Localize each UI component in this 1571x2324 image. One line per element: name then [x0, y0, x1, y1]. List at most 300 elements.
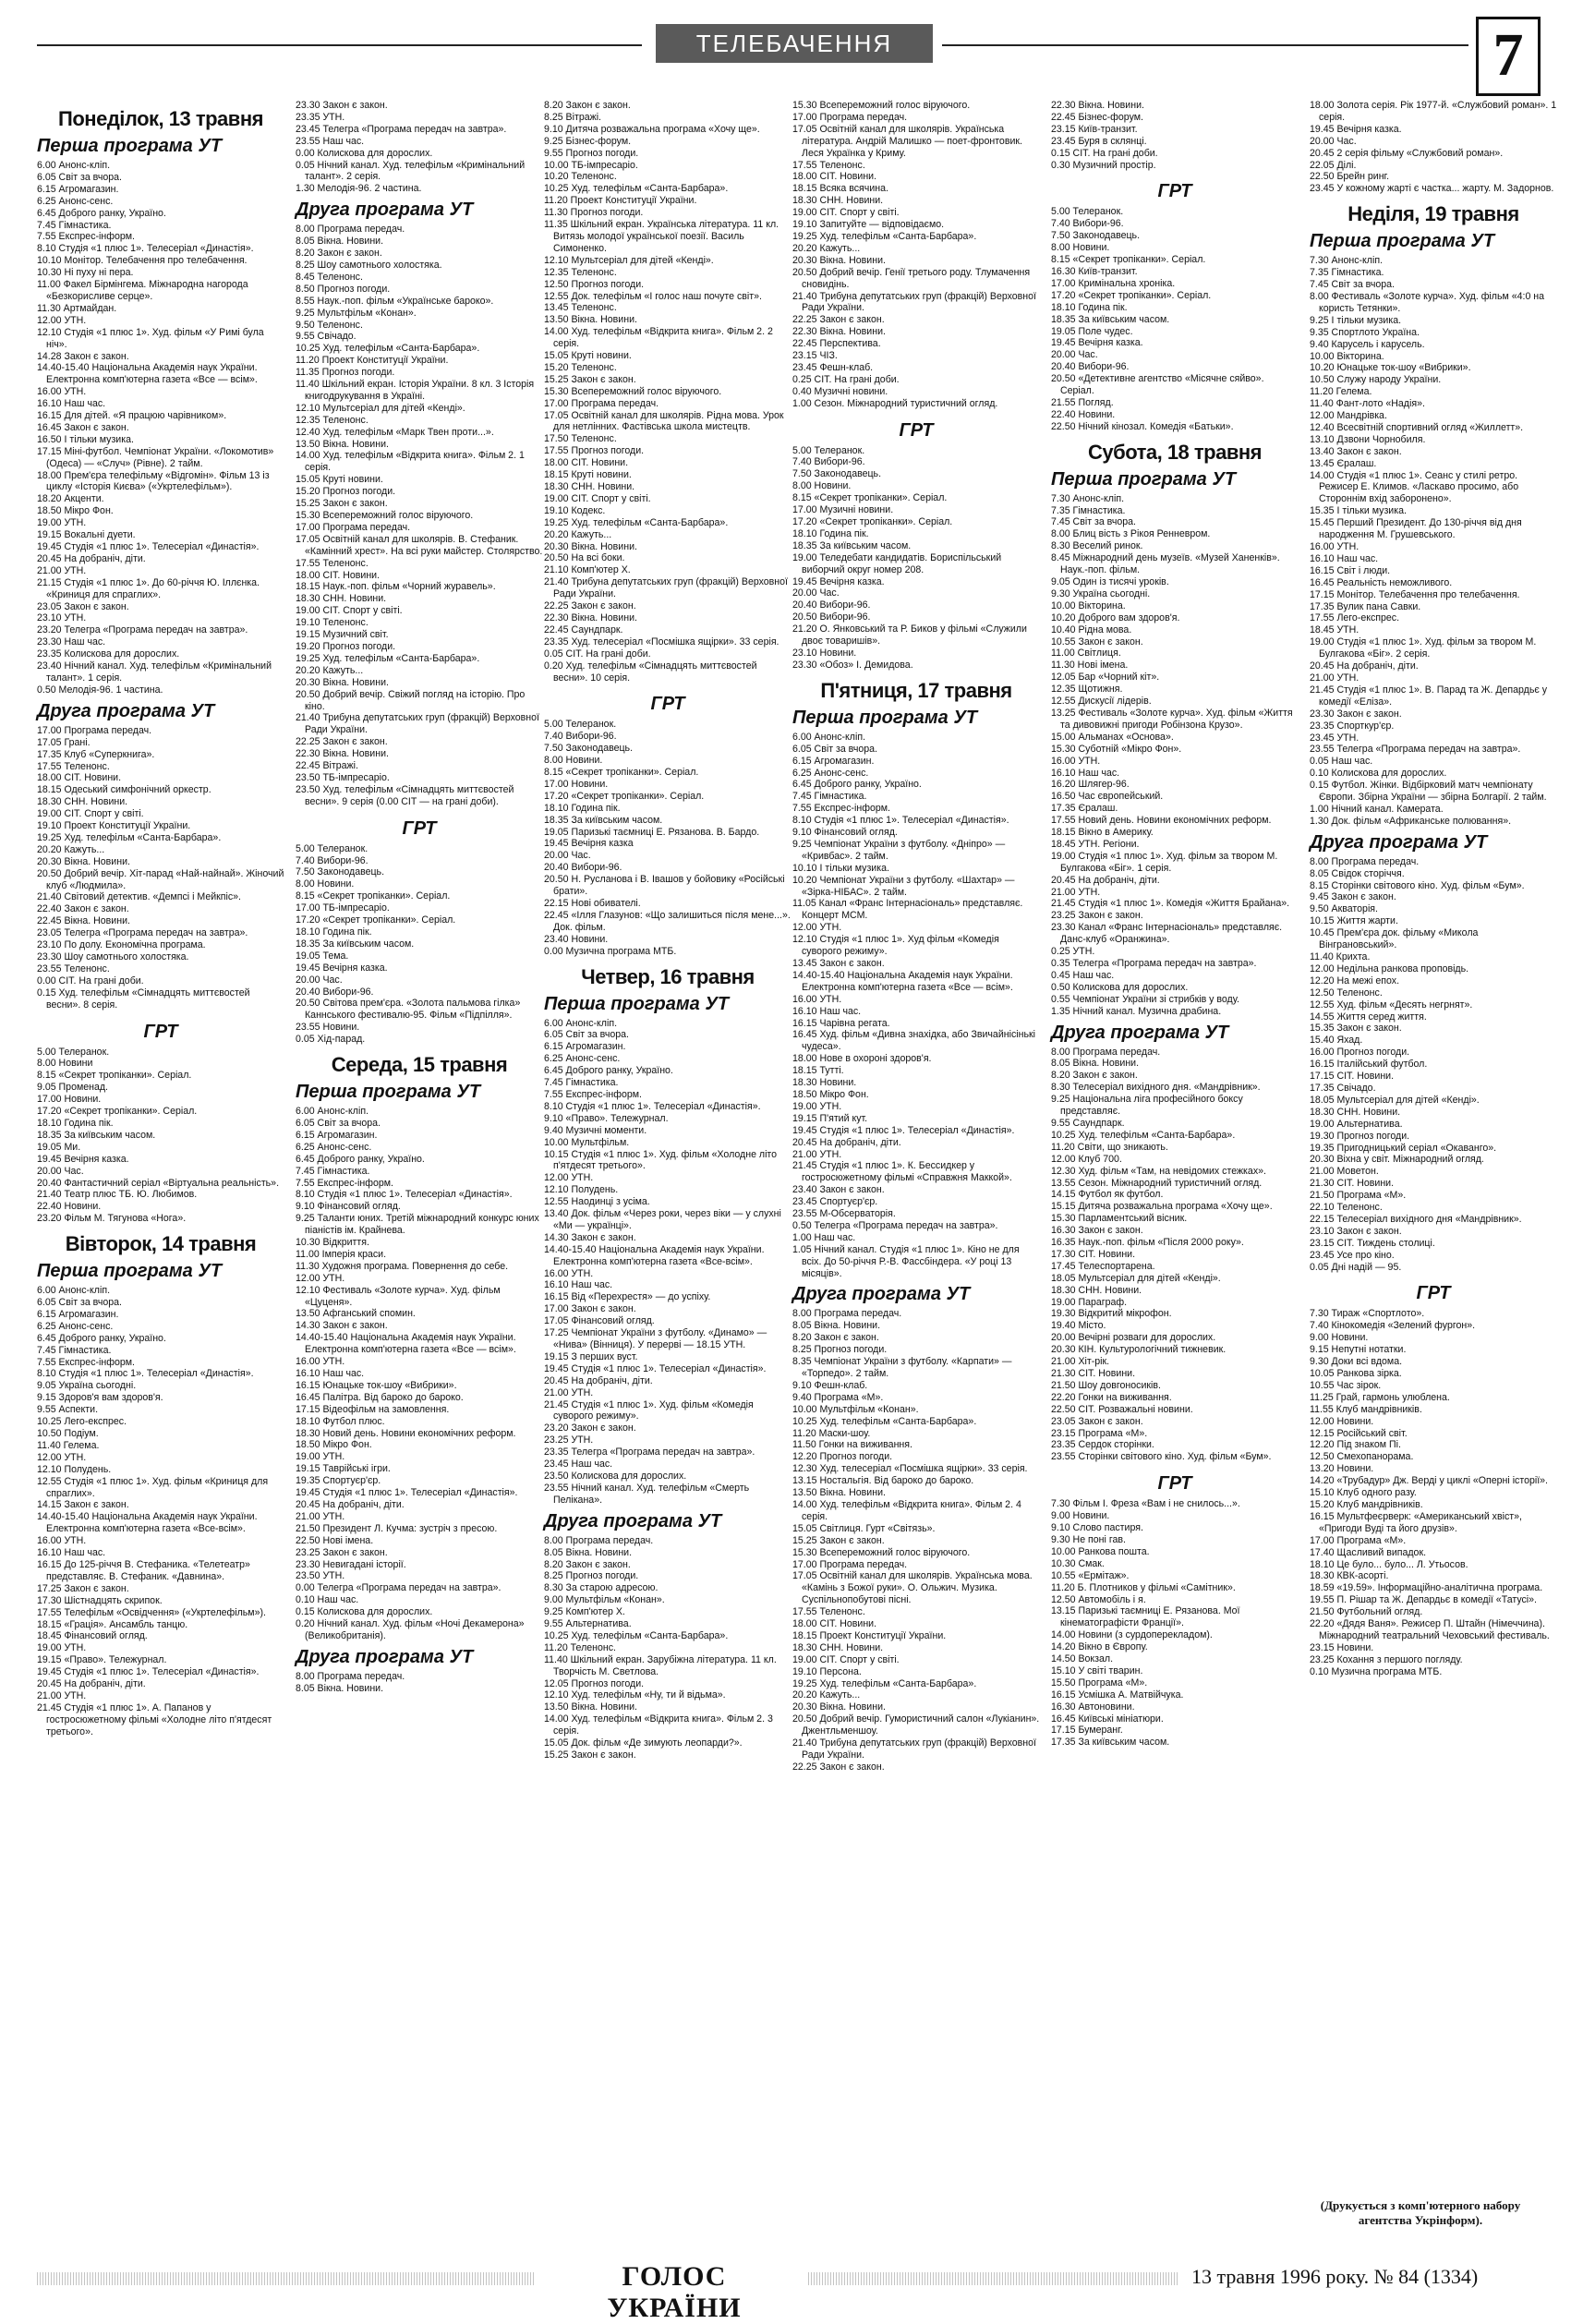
program-entry: 18.30 СНН. Новини.	[544, 481, 635, 492]
program-entry: 17.55 Телефільм «Освідчення» («Укртелефільм»).	[37, 1606, 266, 1618]
program-entry: 14.30 Закон є закон.	[544, 1231, 636, 1243]
program-entry: 11.30 Нові імена.	[1051, 660, 1129, 672]
program-entry: 15.30 Всепереможний голос віруючого.	[792, 100, 971, 111]
program-entry: 23.30 Невигадані історії.	[296, 1558, 406, 1570]
footer-texture-left	[37, 2272, 536, 2285]
program-entry: 6.25 Анонс-сенс.	[37, 1320, 114, 1332]
program-entry: 12.00 Новини.	[1310, 1415, 1374, 1427]
program-entry: 6.00 Анонс-кліп.	[296, 1106, 369, 1118]
program-entry: 8.00 Програма передач.	[1310, 855, 1420, 867]
program-entry: 22.15 Телесеріал вихідного дня «Мандрівник».	[1310, 1213, 1522, 1225]
program-entry: 17.05 Освітній канал для школярів. Українська література. Андрій Малишко — поет-фронтовик. Леся Українка у Криму.	[792, 123, 1022, 159]
program-entry: 15.00 Альманах «Основа».	[1051, 731, 1174, 743]
program-entry: 20.40 Вибори-96.	[1051, 361, 1130, 373]
program-entry: 12.00 УТН.	[37, 314, 87, 326]
program-entry: 12.20 Прогноз погоди.	[792, 1451, 893, 1463]
program-entry: 19.05 Тема.	[296, 950, 349, 962]
program-entry: 18.50 Мікро Фон.	[37, 505, 114, 517]
program-entry: 18.50 Мікро Фон.	[296, 1439, 372, 1451]
program-entry: 22.25 Закон є закон.	[544, 600, 636, 612]
program-entry: 20.45 На добраніч, діти.	[1051, 874, 1160, 886]
program-entry: 11.40 Шкільний екран. Історія України. 8 кл. 3 Історія книгодрукування в Україні.	[296, 379, 535, 402]
program-entry: 17.00 Новини.	[37, 1094, 102, 1106]
program-entry: 0.20 Нічний канал. Худ. фільм «Ночі Декамерона» (Великобританія).	[296, 1618, 525, 1641]
program-entry: 16.10 Наш час.	[1310, 552, 1379, 564]
program-entry: 21.50 Шоу довгоносиків.	[1051, 1379, 1161, 1391]
program-entry: 23.30 Закон є закон.	[296, 100, 388, 111]
program-entry: 18.35 За київським часом.	[792, 539, 912, 551]
program-entry: 8.00 Програма передач.	[792, 1308, 902, 1320]
program-entry: 21.00 УТН.	[37, 564, 87, 576]
program-entry: 20.45 На добраніч, діти.	[1310, 660, 1419, 672]
listing-column-3	[544, 100, 792, 1761]
listing-column-2	[296, 100, 543, 1695]
program-entry: 16.15 Юнацьке ток-шоу «Вибрики».	[296, 1379, 457, 1391]
listing-column-1	[37, 100, 284, 1738]
program-entry: 7.55 Експрес-інформ.	[37, 1356, 135, 1368]
program-entry: 6.00 Анонс-кліп.	[37, 1285, 111, 1297]
program-entry: 21.10 Комп'ютер X.	[544, 564, 631, 576]
program-entry: 15.45 Перший Президент. До 130-річчя від дня народження М. Грушевського.	[1310, 517, 1522, 541]
program-entry: 7.40 Вибори-96.	[1051, 218, 1124, 230]
program-entry: 14.40-15.40 Національна Академія наук України. Електронна комп'ютерна газета «Все — всім».	[37, 362, 258, 386]
program-entry: 16.10 Наш час.	[296, 1368, 365, 1379]
program-entry: 18.00 Золота серія. Рік 1977-й. «Службовий роман». 1 серія.	[1310, 100, 1557, 123]
program-entry: 8.00 Новини.	[1051, 242, 1110, 254]
program-entry: 16.10 Наш час.	[1051, 767, 1120, 779]
program-entry: 11.30 Прогноз погоди.	[544, 207, 644, 219]
program-entry: 10.55 Час зірок.	[1310, 1379, 1382, 1391]
program-entry: 19.15 Вокальні дуети.	[37, 529, 136, 541]
program-entry: 14.40-15.40 Національна Академія наук України. Електронна комп'ютерна газета «Все-всім».	[544, 1243, 765, 1267]
channel-heading: Друга програма УТ	[37, 700, 215, 721]
program-entry: 13.15 Ностальгія. Від бароко до бароко.	[792, 1475, 974, 1487]
program-entry: 6.15 Агромагазин.	[296, 1129, 378, 1141]
program-entry: 19.00 УТН.	[37, 1642, 87, 1654]
program-entry: 8.00 Новини	[37, 1058, 93, 1070]
program-entry: 19.00 Студія «1 плюс 1». Худ. фільм за твором М. Булгакова «Біг». 1 серія.	[1051, 850, 1278, 874]
program-entry: 16.30 Київ-транзит.	[1051, 265, 1138, 277]
program-entry: 19.45 Вечірня казка.	[1051, 337, 1143, 349]
program-entry: 16.00 УТН.	[37, 386, 87, 398]
program-entry: 20.45 2 серія фільму «Службовий роман».	[1310, 147, 1504, 159]
program-entry: 18.45 УТН.	[1310, 624, 1360, 636]
program-entry: 17.00 Програма передач.	[544, 397, 659, 409]
program-entry: 15.30 Всепереможний голос віруючого.	[296, 510, 474, 521]
program-entry: 17.30 СІТ. Новини.	[1051, 1248, 1136, 1260]
program-entry: 19.10 Персона.	[792, 1665, 862, 1677]
program-entry: 0.50 Телегра «Програма передач на завтра».	[792, 1219, 998, 1231]
program-entry: 18.30 Новий день. Новини економічних реформ.	[296, 1427, 516, 1439]
program-entry: 7.55 Експрес-інформ.	[792, 803, 890, 815]
program-entry: 17.05 Грані.	[37, 736, 91, 748]
program-entry: 14.00 Худ. телефільм «Відкрита книга». Фільм 2. 1 серія.	[296, 450, 525, 474]
program-entry: 7.40 Вибори-96.	[792, 456, 865, 468]
program-entry: 8.20 Закон є закон.	[544, 1558, 631, 1570]
program-entry: 23.15 Київ-транзит.	[1051, 123, 1138, 135]
program-entry: 17.05 Освітній канал для школярів. Українська мова. «Камінь з Божої руки». О. Ольжич. Музика. Суспільнопобутові пісні.	[792, 1570, 1033, 1606]
program-entry: 12.40 Худ. телефільм «Марк Твен проти...».	[296, 426, 494, 438]
program-entry: 20.45 На добраніч, діти.	[792, 1136, 901, 1148]
program-entry: 9.10 Фінансовий огляд.	[296, 1201, 401, 1213]
channel-heading: Перша програма УТ	[37, 1261, 223, 1282]
program-entry: 16.15 Світ і люди.	[1310, 564, 1391, 576]
program-entry: 13.50 Вікна. Новини.	[544, 1701, 637, 1713]
program-entry: 8.15 «Секрет тропіканки». Серіал.	[296, 890, 451, 902]
program-entry: 12.20 На межі епох.	[1310, 974, 1400, 986]
program-entry: 23.50 ТБ-імпресаріо.	[296, 771, 390, 783]
channel-heading: Друга програма УТ	[1051, 1022, 1229, 1043]
program-entry: 16.10 Наш час.	[37, 398, 106, 410]
channel-heading-grt: ГРТ	[899, 419, 934, 441]
program-entry: 23.50 Колискова для дорослих.	[544, 1470, 687, 1482]
program-entry: 7.45 Гімнастика.	[792, 791, 867, 803]
program-entry: 20.30 Вікна. Новини.	[792, 1701, 886, 1713]
program-entry: 18.15 Наук.-поп. фільм «Чорний журавель».	[296, 581, 496, 593]
program-entry: 7.45 Гімнастика.	[544, 1077, 619, 1089]
program-entry: 15.10 Клуб одного разу.	[1310, 1487, 1417, 1499]
program-entry: 10.30 Відкриття.	[296, 1237, 369, 1249]
day-heading: Середа, 15 травня	[331, 1053, 508, 1077]
program-entry: 10.00 ТБ-імпресаріо.	[544, 159, 638, 171]
program-entry: 15.15 Дитяча розважальна програма «Хочу ще».	[1051, 1201, 1273, 1213]
program-entry: 23.30 Шоу самотнього холостяка.	[37, 951, 189, 962]
program-entry: 0.15 СІТ. На грані доби.	[1051, 147, 1158, 159]
program-entry: 19.10 Запитуйте — відповідаємо.	[792, 219, 945, 231]
program-entry: 22.45 Бізнес-форум.	[1051, 111, 1143, 123]
program-entry: 11.20 Світи, що зникають.	[1051, 1141, 1168, 1153]
program-entry: 12.10 Мультсеріал для дітей «Кенді».	[296, 402, 465, 414]
listing-column-6	[1310, 100, 1557, 1678]
program-entry: 23.10 Закон є закон.	[1310, 1225, 1402, 1237]
program-entry: 21.45 Студія «1 плюс 1». К. Бессидкер у гостросюжетному фільмі «Справжня Маккой».	[792, 1160, 1012, 1184]
program-entry: 11.55 Клуб мандрівників.	[1310, 1403, 1422, 1415]
program-entry: 21.15 Студія «1 плюс 1». До 60-річчя Ю. Іллєнка. «Криниця для спраглих».	[37, 576, 260, 600]
program-entry: 16.00 УТН.	[1310, 541, 1360, 552]
program-entry: 21.30 СІТ. Новини.	[1051, 1368, 1136, 1379]
program-entry: 17.00 Новини.	[544, 778, 609, 790]
program-entry: 19.05 Ми.	[37, 1141, 81, 1153]
program-entry: 0.45 Наш час.	[1051, 969, 1115, 981]
program-entry: 20.20 Кажуть...	[296, 664, 364, 676]
program-entry: 20.30 Віхна у світ. Міжнародний огляд.	[1310, 1154, 1484, 1166]
program-entry: 10.40 Рідна мова.	[1051, 623, 1132, 635]
program-entry: 12.55 Док. телефільм «І голос наш почуте світ».	[544, 290, 762, 302]
section-title: ТЕЛЕБАЧЕННЯ	[656, 24, 933, 63]
program-entry: 23.45 У кожному жарті є частка... жарту. М. Задорнов.	[1310, 183, 1554, 195]
program-entry: 17.55 Прогноз погоди.	[544, 445, 645, 457]
program-entry: 21.00 Хіт-рік.	[1051, 1356, 1110, 1368]
program-entry: 11.25 Грай, гармонь улюблена.	[1310, 1391, 1450, 1403]
program-entry: 22.50 СІТ. Розважальні новини.	[1051, 1403, 1193, 1415]
program-entry: 16.45 Худ. фільм «Дивна знахідка, або Звичайнісінькі чудеса».	[792, 1029, 1035, 1053]
program-entry: 15.25 Закон є закон.	[544, 1749, 636, 1761]
program-entry: 17.20 «Секрет тропіканки». Серіал.	[792, 516, 953, 527]
program-entry: 12.20 Під знаком Пі.	[1310, 1439, 1401, 1451]
program-entry: 10.00 Вікторина.	[1051, 599, 1126, 611]
program-entry: 11.20 Гелема.	[1310, 386, 1372, 398]
program-entry: 10.20 Теленонс.	[544, 171, 617, 183]
program-entry: 0.00 Колискова для дорослих.	[296, 147, 433, 159]
program-entry: 7.40 Кінокомедія «Зелений фургон».	[1310, 1320, 1476, 1332]
program-entry: 22.45 «Ілля Глазунов: «Що залишиться після мене...». Док. фільм.	[544, 909, 791, 933]
program-entry: 0.00 Телегра «Програма передач на завтра».	[296, 1582, 502, 1594]
program-entry: 15.20 Теленонс.	[544, 361, 617, 373]
program-entry: 6.25 Анонс-сенс.	[296, 1141, 372, 1153]
program-entry: 20.40 Вибори-96.	[544, 862, 622, 874]
program-entry: 16.15 Італійський футбол.	[1310, 1059, 1428, 1071]
program-entry: 20.50 Добрий вечір. Гумористичний салон «Лукіанин». Джентльменшоу.	[792, 1713, 1040, 1737]
program-entry: 9.30 Доки всі вдома.	[1310, 1356, 1403, 1368]
program-entry: 12.10 Полудень.	[544, 1184, 619, 1196]
program-entry: 21.40 Трибуна депутатських груп (фракцій) Верховної Ради України.	[792, 1737, 1036, 1761]
program-entry: 13.50 Вікна. Новини.	[296, 438, 389, 450]
program-entry: 19.00 СІТ. Спорт у світі.	[792, 1653, 900, 1665]
program-entry: 17.50 Теленонс.	[544, 433, 617, 445]
program-entry: 23.35 Худ. телесеріал «Посмішка ящірки». 33 серія.	[544, 635, 779, 648]
program-entry: 20.00 Час.	[1051, 349, 1098, 361]
program-entry: 17.35 Клуб «Суперкнига».	[37, 748, 155, 760]
program-entry: 19.15 П'ятий кут.	[792, 1112, 868, 1124]
program-entry: 18.10 Година пік.	[296, 926, 372, 938]
program-entry: 23.15 СІТ. Тиждень столиці.	[1310, 1237, 1435, 1249]
program-entry: 23.25 Кохання з першого погляду.	[1310, 1653, 1463, 1665]
program-entry: 18.45 Фінансовий огляд.	[37, 1630, 148, 1642]
program-entry: 18.15 Всяка всячина.	[792, 183, 888, 195]
program-entry: 23.15 Новини.	[1310, 1641, 1374, 1653]
program-entry: 17.30 Шістнадцять скрипок.	[37, 1594, 163, 1606]
program-entry: 0.15 Худ. телефільм «Сімнадцять миттєвостей весни». 8 серія.	[37, 986, 250, 1011]
program-entry: 17.00 Кримінальна хроніка.	[1051, 277, 1176, 289]
program-entry: 17.35 Свічадо.	[1310, 1082, 1376, 1094]
program-entry: 9.45 Закон є закон.	[1310, 891, 1396, 903]
program-entry: 0.05 Дні надій — 95.	[1310, 1261, 1402, 1273]
header-rule-left	[37, 44, 642, 46]
program-entry: 23.45 Буря в склянці.	[1051, 135, 1147, 147]
program-entry: 14.00 Новини (з сурдоперекладом).	[1051, 1629, 1213, 1641]
program-entry: 22.30 Вікна. Новини.	[792, 326, 886, 338]
program-entry: 18.10 Година пік.	[792, 527, 869, 539]
program-entry: 17.25 Закон є закон.	[37, 1582, 129, 1594]
program-entry: 6.15 Агромагазин.	[37, 1308, 119, 1320]
program-entry: 8.00 Програма передач.	[296, 1670, 405, 1682]
program-entry: 17.20 «Секрет тропіканки». Серіал.	[37, 1106, 198, 1118]
program-entry: 17.00 Програма «М».	[1310, 1534, 1407, 1546]
program-entry: 16.15 Усмішка А. Матвійчука.	[1051, 1689, 1184, 1701]
program-entry: 19.00 СІТ. Спорт у світі.	[792, 207, 900, 219]
program-entry: 18.30 СНН. Новини.	[37, 796, 128, 808]
program-entry: 23.55 Нічний канал. Худ. телефільм «Смерть Пелікана».	[544, 1482, 750, 1506]
program-entry: 1.00 Сезон. Міжнародний туристичний огляд.	[792, 397, 998, 409]
program-entry: 20.00 Час.	[37, 1165, 84, 1177]
program-entry: 14.15 Футбол як футбол.	[1051, 1189, 1164, 1201]
program-entry: 12.00 Клуб 700.	[1051, 1153, 1122, 1165]
program-entry: 11.20 Проект Конституції України.	[544, 195, 697, 207]
program-entry: 17.25 Чемпіонат України з футболу. «Динамо» — «Нива» (Вінниця). У перерві — 18.15 УТН.	[544, 1327, 767, 1350]
program-entry: 20.45 На добраніч, діти.	[296, 1498, 405, 1510]
program-entry: 6.05 Світ за вчора.	[37, 171, 122, 183]
program-entry: 10.25 Худ. телефільм «Санта-Барбара».	[296, 343, 480, 355]
program-entry: 18.30 Новини.	[792, 1077, 857, 1089]
program-entry: 8.10 Студія «1 плюс 1». Телесеріал «Династія».	[544, 1100, 761, 1112]
program-entry: 18.45 УТН. Регіони.	[1051, 838, 1140, 850]
program-entry: 18.59 «19.59». Інформаційно-аналітична програма.	[1310, 1582, 1543, 1594]
program-entry: 18.10 Година пік.	[544, 802, 621, 814]
program-entry: 8.00 Програма передач.	[1051, 1046, 1161, 1058]
program-entry: 20.50 Н. Русланова і В. Івашов у бойовику «Російські брати».	[544, 874, 785, 898]
program-entry: 23.35 Спорткур'єр.	[1310, 720, 1395, 732]
program-entry: 17.40 Щасливий випадок.	[1310, 1546, 1427, 1558]
program-entry: 17.35 Вулик пана Савки.	[1310, 600, 1421, 612]
newspaper-name: ГОЛОС УКРАЇНИ	[607, 2261, 742, 2323]
program-entry: 8.00 Новини.	[296, 878, 355, 890]
program-entry: 18.15 Проект Конституції України.	[792, 1629, 947, 1641]
program-entry: 22.30 Вікна. Новини.	[296, 748, 389, 760]
program-entry: 10.25 Худ. телефільм «Санта-Барбара».	[1051, 1129, 1236, 1141]
program-entry: 16.00 УТН.	[1051, 755, 1101, 767]
program-entry: 16.50 І тільки музика.	[37, 433, 134, 445]
program-entry: 1.00 Нічний канал. Камерата.	[1310, 803, 1444, 815]
program-entry: 14.00 Худ. телефільм «Відкрита книга». Фільм 2. 3 серія.	[544, 1713, 773, 1737]
program-entry: 9.05 Один із тисячі уроків.	[1051, 576, 1169, 587]
program-entry: 7.30 Анонс-кліп.	[1310, 255, 1384, 267]
program-entry: 8.15 «Секрет тропіканки». Серіал.	[544, 767, 699, 779]
program-entry: 9.40 Карусель і карусель.	[1310, 338, 1425, 350]
program-entry: 8.15 «Секрет тропіканки». Серіал.	[1051, 254, 1206, 266]
program-entry: 13.45 Закон є закон.	[792, 958, 885, 969]
program-entry: 17.15 Монітор. Телебачення про телебачення.	[1310, 588, 1520, 600]
program-entry: 20.45 На добраніч, діти.	[37, 552, 146, 564]
program-entry: 19.00 СІТ. Спорт у світі.	[37, 808, 144, 820]
program-entry: 16.15 Мультфеєрверк: «Американський хвіст», «Пригоди Вуді та його друзів».	[1310, 1510, 1522, 1534]
program-entry: 0.15 Колискова для дорослих.	[296, 1606, 433, 1618]
program-entry: 9.15 Здоров'я вам здоров'я.	[37, 1392, 163, 1404]
program-entry: 23.45 Фешн-клаб.	[792, 361, 874, 373]
program-entry: 18.10 Футбол плюс.	[296, 1415, 385, 1427]
program-entry: 23.50 Худ. телефільм «Сімнадцять миттєвостей весни». 9 серія (0.00 СІТ — на грані доби).	[296, 783, 514, 807]
print-note: (Друкується з комп'ютерного набору агентства Укрінформ).	[1320, 2198, 1521, 2227]
program-entry: 9.55 Прогноз погоди.	[544, 147, 639, 159]
program-entry: 13.45 Єралаш.	[1310, 457, 1377, 469]
program-entry: 12.00 Недільна ранкова проповідь.	[1310, 962, 1469, 974]
program-entry: 0.35 Телегра «Програма передач на завтра».	[1051, 958, 1257, 969]
program-entry: 23.50 УТН.	[296, 1570, 345, 1582]
program-entry: 5.00 Телеранок.	[1051, 206, 1124, 218]
program-entry: 11.30 Художня програма. Повернення до себе.	[296, 1260, 509, 1272]
program-entry: 7.40 Вибори-96.	[296, 854, 369, 866]
program-entry: 23.55 М-Обсерваторія.	[792, 1208, 896, 1220]
program-entry: 22.20 «Дядя Ваня». Режисер П. Штайн (Німеччина). Міжнародний театральний Чеховський фестиваль.	[1310, 1618, 1550, 1641]
program-entry: 20.30 Вікна. Новини.	[792, 254, 886, 266]
program-entry: 0.25 СІТ. На грані доби.	[792, 373, 900, 385]
program-entry: 1.35 Нічний канал. Музична драбина.	[1051, 1005, 1222, 1017]
program-entry: 19.10 Теленонс.	[296, 617, 369, 629]
program-entry: 22.15 Нові обивателі.	[544, 898, 641, 909]
program-entry: 23.25 УТН.	[544, 1434, 594, 1446]
program-entry: 8.05 Вікна. Новини.	[1051, 1058, 1140, 1070]
program-entry: 20.30 КІН. Культурологічний тижневик.	[1051, 1344, 1227, 1356]
page-number: 7	[1476, 17, 1541, 96]
program-entry: 10.10 Монітор. Телебачення про телебачення.	[37, 255, 248, 267]
program-entry: 9.55 Альтернатива.	[544, 1618, 632, 1630]
program-entry: 21.00 Моветон.	[1310, 1166, 1379, 1178]
program-entry: 18.00 СІТ. Новини.	[792, 1618, 877, 1630]
program-entry: 12.55 Дискусії лідерів.	[1051, 696, 1152, 708]
program-entry: 16.00 УТН.	[544, 1267, 594, 1279]
program-entry: 18.00 СІТ. Новини.	[296, 569, 381, 581]
program-entry: 9.15 Непутні нотатки.	[1310, 1344, 1407, 1356]
program-entry: 8.10 Студія «1 плюс 1». Телесеріал «Династія».	[296, 1189, 513, 1201]
program-entry: 9.10 Слово пастиря.	[1051, 1522, 1143, 1534]
program-entry: 13.25 Фестиваль «Золоте курча». Худ. фільм «Життя та дивовижні пригоди Робінзона Крузо».	[1051, 707, 1293, 731]
program-entry: 23.40 Нічний канал. Худ. телефільм «Кримінальний талант». 1 серія.	[37, 660, 272, 684]
program-entry: 9.25 Чемпіонат України з футболу. «Дніпро» — «Кривбас». 2 тайм.	[792, 838, 1006, 862]
program-entry: 9.00 Новини.	[1310, 1332, 1369, 1344]
program-entry: 18.00 Нове в охороні здоров'я.	[792, 1053, 932, 1065]
program-entry: 20.20 Кажуть...	[792, 242, 861, 254]
program-entry: 23.30 Наш час.	[37, 636, 106, 648]
program-entry: 9.50 Теленонс.	[296, 319, 363, 331]
program-entry: 18.15 Вікно в Америку.	[1051, 827, 1154, 839]
day-heading: П'ятниця, 17 травня	[820, 678, 1012, 702]
program-entry: 8.25 Шоу самотнього холостяка.	[296, 259, 442, 271]
program-entry: 12.00 УТН.	[544, 1172, 594, 1184]
program-entry: 16.00 УТН.	[792, 993, 842, 1005]
program-entry: 18.30 СНН. Новини.	[1051, 1284, 1142, 1296]
program-entry: 23.05 Закон є закон.	[37, 600, 129, 612]
program-entry: 15.25 Закон є закон.	[792, 1534, 885, 1546]
day-heading: Понеділок, 13 травня	[58, 107, 263, 130]
program-entry: 23.40 Новини.	[544, 933, 609, 945]
program-entry: 8.45 Теленонс.	[296, 271, 363, 283]
program-entry: 17.35 Єралаш.	[1051, 803, 1118, 815]
program-entry: 16.45 Палітра. Від бароко до бароко.	[296, 1391, 464, 1403]
program-entry: 19.35 Пригодницький серіал «Окаванго».	[1310, 1142, 1497, 1154]
channel-heading: Перша програма УТ	[296, 1082, 481, 1103]
program-entry: 14.00 Худ. телефільм «Відкрита книга». Фільм 2. 4 серія.	[792, 1498, 1021, 1522]
program-entry: 23.15 Програма «М».	[1051, 1427, 1148, 1439]
program-entry: 10.55 «Ермітаж».	[1051, 1569, 1130, 1581]
program-entry: 17.55 Теленонс.	[296, 557, 369, 569]
program-entry: 21.50 Президент Л. Кучма: зустріч з пресою.	[296, 1522, 498, 1534]
program-entry: 22.50 Нові імена.	[296, 1534, 374, 1546]
program-entry: 21.00 УТН.	[792, 1148, 842, 1160]
program-entry: 21.20 О. Янковський та Р. Биков у фільмі «Служили двоє товаришів».	[792, 623, 1027, 648]
program-entry: 1.30 Док. фільм «Африканське полювання».	[1310, 815, 1512, 827]
program-entry: 7.50 Законодавець.	[1051, 230, 1141, 242]
program-entry: 19.00 УТН.	[792, 1100, 842, 1112]
day-heading: Вівторок, 14 травня	[65, 1232, 257, 1256]
program-entry: 16.45 Реальність неможливого.	[1310, 576, 1453, 588]
program-entry: 19.00 Студія «1 плюс 1». Худ. фільм за твором М. Булгакова «Біг». 2 серія.	[1310, 636, 1537, 660]
program-entry: 15.25 Закон є закон.	[296, 498, 388, 510]
footer-texture-right	[808, 2272, 1178, 2285]
program-entry: 6.15 Агромагазин.	[792, 755, 875, 767]
program-entry: 1.00 Наш час.	[792, 1231, 856, 1243]
program-entry: 19.45 Студія «1 плюс 1». Телесеріал «Династія».	[37, 1666, 260, 1678]
program-entry: 7.45 Світ за вчора.	[1310, 279, 1395, 291]
program-entry: 17.15 Міні-футбол. Чемпіонат України. «Локомотив» (Одеса) — «Случ» (Рівне). 2 тайм.	[37, 445, 274, 469]
program-entry: 0.50 Мелодія-96. 1 частина.	[37, 684, 163, 696]
program-entry: 14.00 Студія «1 плюс 1». Сеанс у стилі ретро. Режисер Е. Климов. «Ласкаво просимо, або Стороннім вхід заборонено».	[1310, 469, 1519, 505]
program-entry: 22.30 Вікна. Новини.	[1051, 100, 1144, 111]
day-heading: Четвер, 16 травня	[581, 964, 755, 988]
program-entry: 8.00 Новини.	[792, 480, 852, 492]
program-entry: 10.20 Чемпіонат України з футболу. «Шахтар» — «Зірка-НІБАС». 2 тайм.	[792, 874, 1015, 898]
program-entry: 17.00 Закон є закон.	[544, 1303, 636, 1315]
program-entry: 19.15 «Право». Тележурнал.	[37, 1654, 167, 1666]
program-entry: 14.30 Закон є закон.	[296, 1320, 388, 1332]
